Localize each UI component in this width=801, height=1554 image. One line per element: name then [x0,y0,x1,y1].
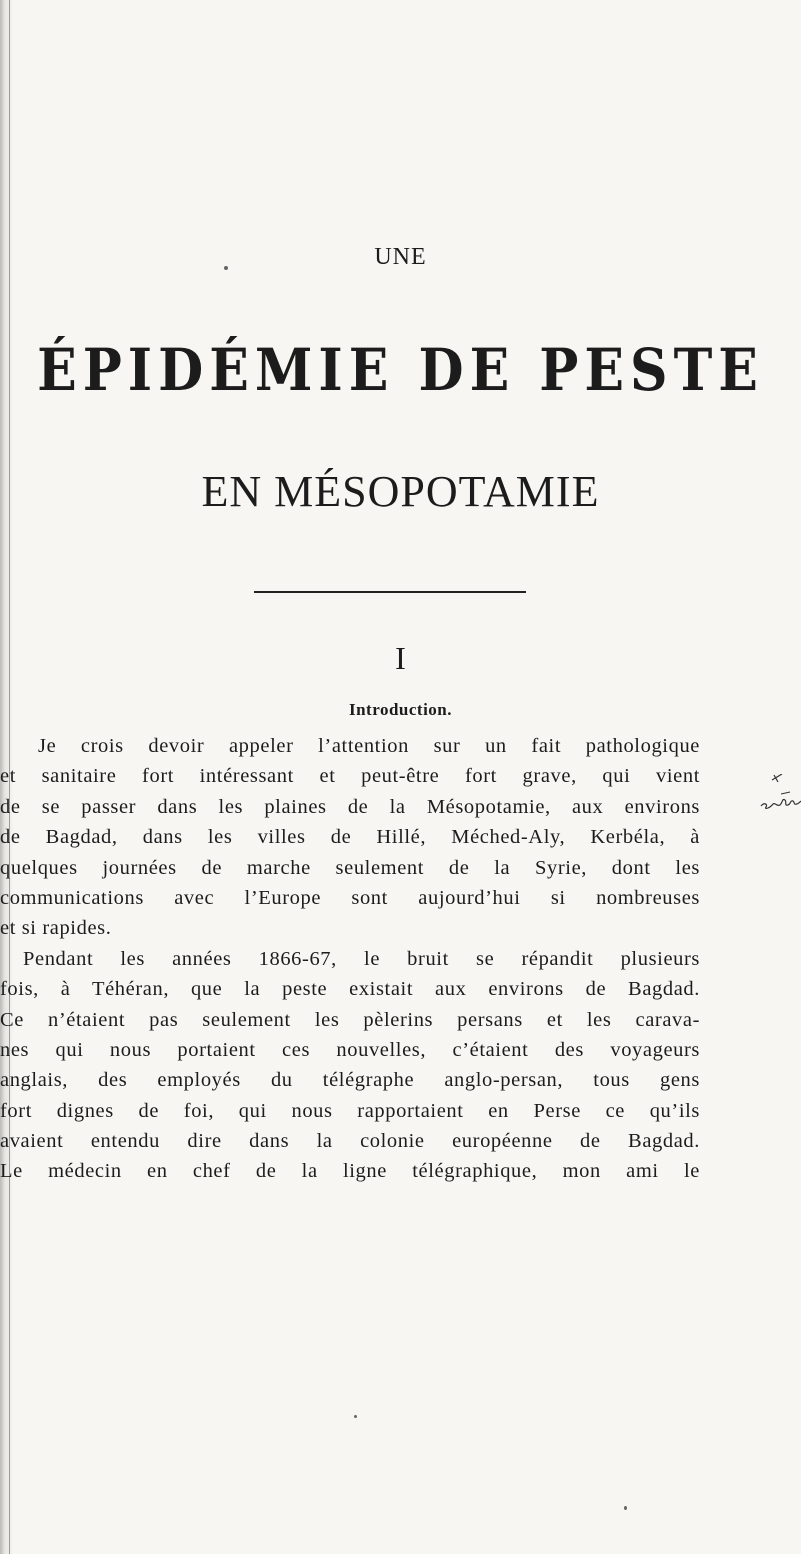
title-prefix: UNE [374,244,427,270]
body-line: anglais, des employés du télégraphe anglo-persan, tous gens [0,1069,700,1092]
main-title: ÉPIDÉMIE DE PESTE [37,336,764,405]
handwriting-icon [760,774,801,814]
body-line: nes qui nous portaient ces nouvelles, c’étaient des voyageurs [0,1038,700,1061]
body-line: de Bagdad, dans les villes de Hillé, Méched-Aly, Kerbéla, à [0,826,700,849]
body-text [0,731,700,1187]
handwritten-margin-note [760,774,801,814]
section-heading: Introduction. [348,700,452,719]
body-line: de se passer dans les plaines de la Mésopotamie, aux environs [0,795,700,818]
body-line: et si rapides. [0,917,112,940]
body-line: Pendant les années 1866-67, le bruit se répandit plusieurs [23,947,700,970]
body-line: fois, à Téhéran, que la peste existait aux environs de Bagdad. [0,978,700,1001]
body-line: Je crois devoir appeler l’attention sur un fait pathologique [38,735,700,757]
body-line: Ce n’étaient pas seulement les pèlerins persans et les carava- [0,1008,700,1031]
body-line: fort dignes de foi, qui nous rapportaient en Perse ce qu’ils [0,1099,700,1122]
section-number: I [395,640,406,676]
body-line: communications avec l’Europe sont aujourd’hui si nombreuses [0,886,700,909]
paper-speck [354,1415,357,1418]
paper-speck [624,1506,627,1510]
body-line: Le médecin en chef de la ligne télégraphique, mon ami le [0,1160,700,1183]
title-rule [254,591,526,593]
paper-speck [224,266,228,270]
body-line: quelques journées de marche seulement de la Syrie, dont les [0,856,700,879]
body-line: avaient entendu dire dans la colonie européenne de Bagdad. [0,1130,700,1153]
subtitle: EN MÉSOPOTAMIE [201,467,600,516]
body-line: et sanitaire fort intéressant et peut-être fort grave, qui vient [0,765,700,788]
